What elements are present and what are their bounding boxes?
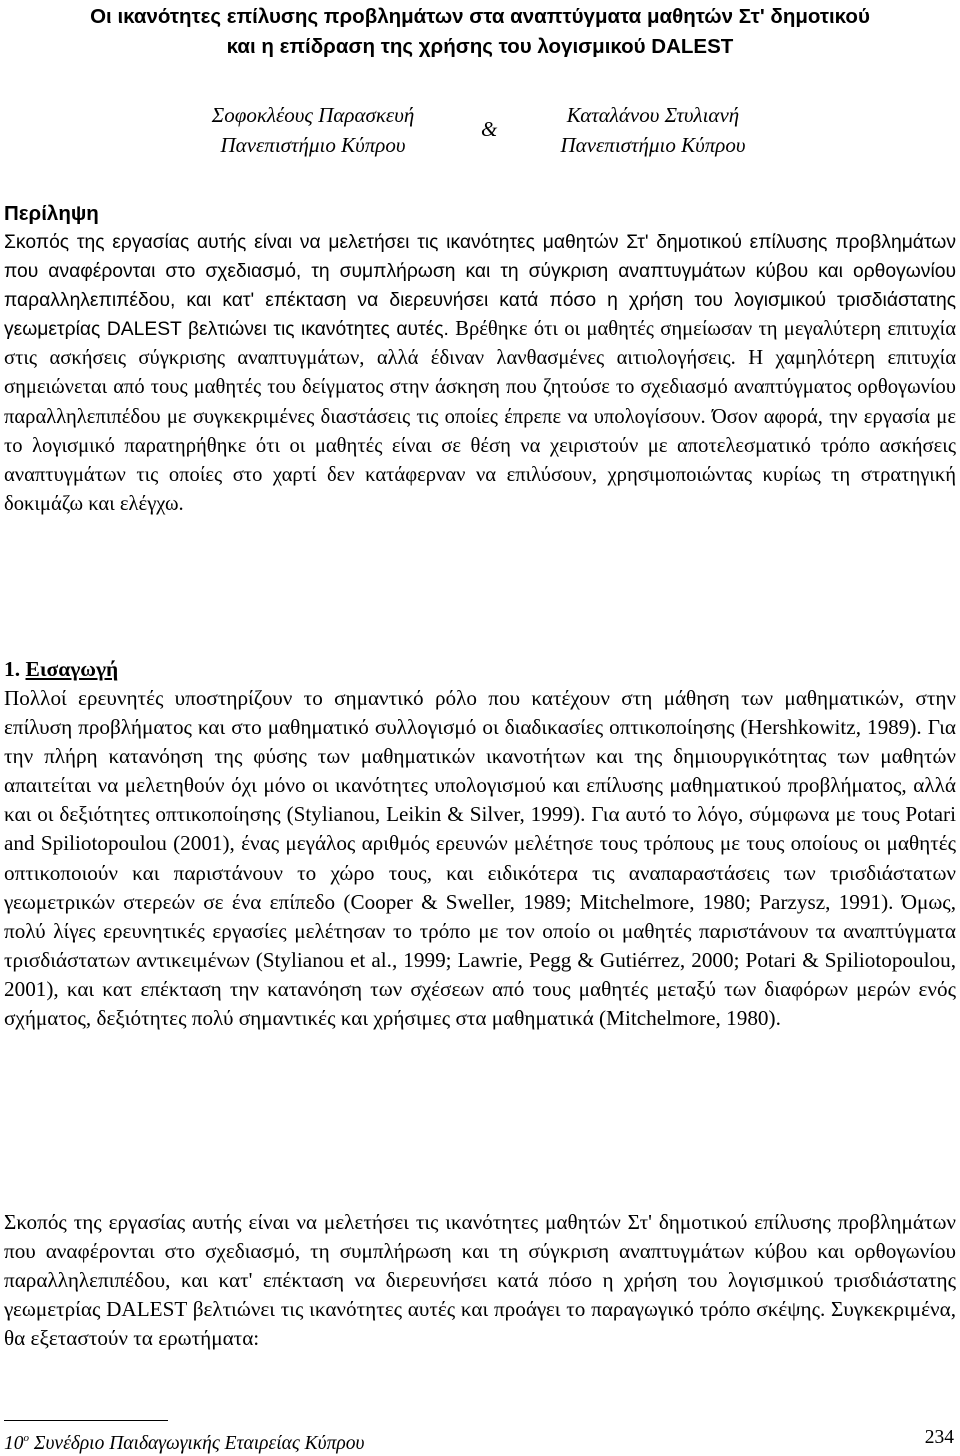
author-separator: &	[481, 117, 498, 141]
abstract-text	[4, 228, 956, 519]
paper-title-line-2: και η επίδραση της χρήσης του λογισμικού DALEST	[226, 35, 734, 58]
page-number: 234	[924, 1427, 954, 1448]
footer-divider	[4, 1420, 168, 1421]
author-2-name: Καταλάνου Στυλιανή	[566, 103, 740, 127]
author-1	[148, 100, 478, 160]
section-1-paragraph-2: Σκοπός της εργασίας αυτής είναι να μελετήσει τις ικανότητες μαθητών Στ' δημοτικού επίλυσης προβλημάτων που αναφέρονται στο σχεδιασμό, τη συμπλήρωση και τη σύγκριση αναπτυγμάτων κύβου και ορθογωνίου παραλληλεπιπέδου, και κατ' επέκταση να διερευνήσει κατά πόσο η χρήση του λογισμικού τρισδιάστατης γεωμετρίας DALEST βελτιώνει τις ικανότητες αυτές και προάγει το παραγωγικό τρόπο σκέψης. Συγκεκριμένα, θα εξεταστούν τα ερωτήματα:	[4, 1210, 956, 1351]
footer-conference-name: Συνέδριο Παιδαγωγικής Εταιρείας Κύπρου	[29, 1433, 365, 1454]
footer-conference	[4, 1426, 364, 1456]
footer-conference-superscript: ο	[23, 1432, 29, 1444]
section-1-paragraph-1: Πολλοί ερευνητές υποστηρίζουν το σημαντικό ρόλο που κατέχουν στη μάθηση των μαθηματικών, στην επίλυση προβλήματος και στο μαθηματικό συλλογισμό οι διαδικασίες οπτικοποίησης (Hershkowitz, 1989). Για την πλήρη κατανόηση της φύσης των μαθηματικών ικανοτήτων και της δημιουργικότητας των μαθητών απαιτείται να μελετηθούν όχι μόνο οι ικανότητες υπολογισμού και επίλυσης μαθηματικού προβλήματος, αλλά και οι δεξιότητες οπτικοποίησης (Stylianou, Leikin & Silver, 1999). Για αυτό το λόγο, σύμφωνα με τους Potari and Spiliotopoulou (2001), ένας μεγάλος αριθμός ερευνών μελέτησε τους τρόπους με τους οποίους οι μαθητές οπτικοποιούν και παριστάνουν το χώρο τους, και ειδικότερα τις αναπαραστάσεις των τρισδιάστατων γεωμετρικών στερεών σε ένα επίπεδο (Cooper & Sweller, 1989; Mitchelmore, 1980; Parzysz, 1991). Όμως, πολύ λίγες ερευνητικές εργασίες μελέτησαν το τρόπο με τον οποίο οι μαθητές παριστάνουν τα αναπτύγματα τρισδιάστατων αντικειμένων (Stylianou et al., 1999; Lawrie, Pegg & Gutiérrez, 2000; Potari & Spiliotopoulou, 2001), και κατ επέκταση την κατανόηση των σχέσεων από τους μαθητές μεταξύ των διαφόρων μερών ενός σχήματος, δεξιότητες πολύ σημαντικές και χρήσιμες στα μαθηματικά (Mitchelmore, 1980).	[4, 686, 956, 1031]
author-1-affiliation: Πανεπιστήμιο Κύπρου	[220, 133, 406, 157]
author-1-name: Σοφοκλέους Παρασκευή	[211, 103, 415, 127]
paper-title-line-1: Οι ικανότητες επίλυσης προβλημάτων στα αναπτύγματα μαθητών Στ' δημοτικού	[90, 5, 870, 28]
authors-block	[0, 100, 960, 166]
author-2	[488, 100, 818, 160]
abstract-text-part-1: Σκοπός της εργασίας αυτής είναι να μελετήσει τις ικανότητες μαθητών Στ' δημοτικού επίλυσης προβλημάτων που αναφέρονται στο σχεδιασμό, τη συμπλήρωση και τη σύγκριση αναπτυγμάτων κύβου και ορθογωνίου παραλληλεπιπέδου, και κατ' επέκταση να διερευνήσει κατά πόσο η χρήση του λογισμικού τρισδιάστατης γεωμετρίας DALEST βελτιώνει τις ικανότητες αυτές.	[4, 232, 956, 341]
section-1-title: Εισαγωγή	[25, 657, 119, 681]
author-2-affiliation: Πανεπιστήμιο Κύπρου	[560, 133, 746, 157]
footer-conference-number: 10	[4, 1433, 24, 1454]
section-1-number: 1.	[4, 657, 21, 681]
section-1-heading	[4, 655, 118, 683]
abstract-heading: Περίληψη	[4, 202, 99, 225]
abstract-text-part-2: Βρέθηκε ότι οι μαθητές σημείωσαν τη μεγαλύτερη επιτυχία στις ασκήσεις σύγκρισης αναπτυγμάτων, αλλά έδιναν λανθασμένες αιτιολογήσεις. Η χαμηλότερη επιτυχία σημειώνεται από τους μαθητές του δείγματος στην άσκηση που ζητούσε το σχεδιασμό αναπτύγματος ορθογωνίου παραλληλεπιπέδου με συγκεκριμένες διαστάσεις τις οποίες έπρεπε να υπολογίσουν. Όσον αφορά, την εργασία με το λογισμικό παρατηρήθηκε ότι οι μαθητές είναι σε θέση να χειριστούν με αποτελεσματικό τρόπο ασκήσεις αναπτυγμάτων τις οποίες στο χαρτί δεν κατάφερναν να επιλύσουν, χρησιμοποιώντας κυρίως τη στρατηγική δοκιμάζω και ελέγχω.	[4, 318, 956, 515]
paper-title	[0, 2, 960, 62]
